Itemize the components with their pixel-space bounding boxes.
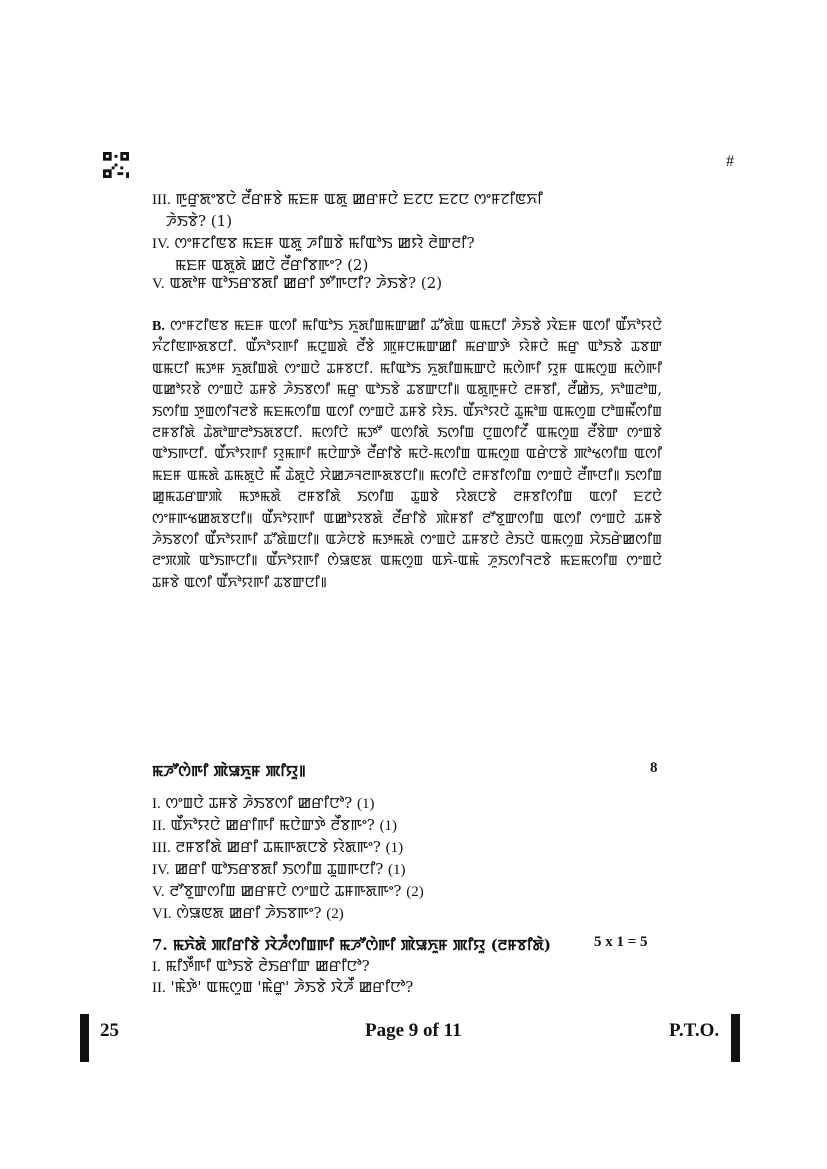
question-7-i: I. ꯃꯤꯇꯩꯒꯤ ꯑꯣꯏꯕꯥ ꯂꯥꯏꯔꯤꯛ ꯀꯔꯤꯅꯣ?: [152, 957, 370, 975]
question-7-marks: 5 x 1 = 5: [594, 934, 648, 950]
question-v: V. ꯑꯗꯣꯝ ꯑꯣꯏꯔꯕꯗꯤ ꯀꯔꯤ ꯇꯧꯒꯅꯤ? ꯍꯥꯏꯕꯥ? (2): [152, 274, 443, 292]
pto-label: P.T.O.: [669, 1020, 720, 1041]
footer-right-bar: [731, 1014, 740, 1062]
question-mid-i: I. ꯁꯦꯡꯅꯥ ꯊꯝꯕꯥ ꯍꯥꯏꯕꯁꯤ ꯀꯔꯤꯅꯣ? (1): [152, 794, 375, 812]
header-mark: #: [726, 153, 734, 170]
passage-label: B.: [152, 319, 165, 334]
question-mid-vi: VI. ꯁꯥꯎꯟꯗ ꯀꯔꯤ ꯍꯥꯏꯕꯒꯦ? (2): [152, 904, 344, 922]
page-number: Page 9 of 11: [365, 1020, 462, 1041]
question-mid-iii: III. ꯂꯝꯕꯤꯗꯥ ꯀꯔꯤ ꯊꯃꯒꯗꯅꯕꯥ ꯌꯥꯗꯒꯦ? (1): [152, 838, 404, 856]
question-iv-tail: ꯃꯐꯝ ꯑꯗꯨꯗꯥ ꯀꯅꯥ ꯂꯩꯔꯤꯕꯒꯦ? (2): [175, 256, 369, 274]
question-7-ii: II. 'ꯃꯥꯇꯥ' ꯑꯃꯁꯨꯡ 'ꯃꯥꯔꯨ' ꯍꯥꯏꯕꯥ ꯋꯥꯍꯩ ꯀꯔꯤꯅꯣ?: [152, 978, 414, 996]
question-mid-v: V. ꯂꯧꯕꯨꯛꯁꯤꯡ ꯀꯔꯝꯅꯥ ꯁꯦꯡꯅꯥ ꯊꯝꯒꯗꯒꯦ? (2): [152, 882, 424, 900]
passage-b: [152, 316, 662, 752]
footer-code: 25: [100, 1020, 119, 1041]
question-7-heading: 7. ꯃꯈꯥꯗꯥ ꯄꯤꯔꯤꯕꯥ ꯋꯥꯍꯪꯁꯤꯡꯒꯤ ꯃꯍꯧꯁꯥꯒꯤ ꯄꯥꯎꯈꯨꯝ ꯄꯤꯌꯨ (ꯂꯝꯕꯤꯗꯥ): [152, 936, 552, 954]
footer-left-bar: [80, 1014, 89, 1062]
section-marks: 8: [650, 760, 658, 776]
question-mid-iv: IV. ꯀꯔꯤ ꯑꯣꯏꯔꯕꯗꯤ ꯏꯁꯤꯡ ꯊꯨꯡꯒꯅꯤ? (1): [152, 860, 406, 878]
question-iii-tail: ꯍꯥꯏꯕꯥ? (1): [166, 212, 233, 230]
question-iv: IV. ꯁꯦꯝꯖꯤꯟꯕ ꯃꯐꯝ ꯑꯗꯨ ꯍꯤꯡꯕꯥ ꯃꯤꯑꯣꯏ ꯀꯌꯥ ꯂꯥꯛꯂꯤ?: [152, 234, 475, 252]
question-iii: III. ꯒꯨꯔꯨꯗꯦꯕꯅꯥ ꯂꯩꯔꯝꯕꯥ ꯃꯐꯝ ꯑꯗꯨ ꯀꯔꯝꯅꯥ ꯐꯖꯅ ꯐꯖꯅ ꯁꯦꯝꯖꯤꯟꯈꯤ: [152, 190, 543, 208]
section-heading: ꯃꯍꯧꯁꯥꯒꯤ ꯄꯥꯎꯈꯨꯝ ꯄꯤꯌꯨ꯫: [152, 762, 306, 780]
passage-text: ꯁꯦꯝꯖꯤꯟꯕ ꯃꯐꯝ ꯑꯁꯤ ꯃꯤꯑꯣꯏ ꯈꯨꯗꯤꯡꯃꯛꯀꯤ ꯊꯧꯗꯥꯡ ꯑꯃꯅꯤ ꯍꯥꯏꯕꯥ ꯋꯥꯐꯝ ꯑꯁꯤ ꯑꯩꯈꯣꯌꯅꯥ ꯈꯪꯖꯤꯟꯒꯗꯕꯅꯤ. ꯑꯩꯈꯣꯌꯒꯤ ꯃꯅꯨꯡꯗꯥ ꯂꯩꯕꯥ ꯄꯨꯝꯅꯃꯛꯀꯤ ꯃꯔꯛꯇꯥ ꯌꯥꯝꯅꯥ ꯃꯔꯨ ꯑꯣꯏꯕꯥ ꯊꯕꯛ ꯑꯃꯅꯤ ꯃꯇꯝ ꯈꯨꯗꯤꯡꯗꯥ ꯁꯦꯡꯅꯥ ꯊꯝꯕꯅꯤ. ꯃꯤꯑꯣꯏ ꯈꯨꯗꯤꯡꯃꯛꯅꯥ ꯃꯁꯥꯒꯤ ꯌꯨꯝ ꯑꯃꯁꯨꯡ ꯃꯁꯥꯒꯤ ꯑꯀꯣꯌꯕꯥ ꯁꯦꯡꯅꯥ ꯊꯝꯕꯥ ꯍꯥꯏꯕꯁꯤ ꯃꯔꯨ ꯑꯣꯏꯕꯥ ꯊꯕꯛꯅꯤ꯫ ꯑꯗꯨꯒꯨꯝꯅꯥ ꯂꯝꯕꯤ, ꯂꯩꯀꯥꯏ, ꯈꯣꯡꯂꯣꯡ, ꯏꯁꯤꯡ ꯇꯨꯡꯁꯤꯜꯂꯕꯥ ꯃꯐꯃꯁꯤꯡ ꯑꯁꯤ ꯁꯦꯡꯅꯥ ꯊꯝꯕꯥ ꯌꯥꯏ. ꯑꯩꯈꯣꯌꯅꯥ ꯊꯨꯃꯣꯡ ꯑꯃꯁꯨꯡ ꯅꯣꯡꯃꯩꯁꯤꯡ ꯂꯝꯕꯤꯗꯥ ꯊꯥꯗꯣꯛꯂꯣꯏꯗꯕꯅꯤ. ꯃꯁꯤꯅꯥ ꯃꯇꯧ ꯑꯁꯤꯗꯥ ꯏꯁꯤꯡ ꯅꯨꯡꯁꯤꯖꯩ ꯑꯃꯁꯨꯡ ꯂꯩꯕꯥꯛ ꯁꯦꯡꯕꯥ ꯑꯣꯏꯒꯅꯤ. ꯑꯩꯈꯣꯌꯒꯤ ꯌꯨꯃꯒꯤ ꯃꯅꯥꯛꯇꯥ ꯂꯩꯔꯤꯕꯥ ꯃꯅꯥ-ꯃꯁꯤꯡ ꯑꯃꯁꯨꯡ ꯑꯔꯥꯅꯕꯥ ꯄꯣꯠꯁꯤꯡ ꯑꯁꯤ ꯃꯐꯝ ꯑꯃꯗꯥ ꯊꯃꯗꯨꯅꯥ ꯃꯩ ꯊꯥꯗꯨꯅꯥ ꯆꯥꯀꯍꯜꯂꯒꯗꯕꯅꯤ꯫ ꯃꯁꯤꯅꯥ ꯂꯝꯕꯤꯁꯤꯡ ꯁꯦꯡꯅꯥ ꯂꯩꯒꯅꯤ꯫ ꯏꯁꯤꯡ ꯀꯨꯃꯊꯔꯛꯄꯥ ꯃꯇꯃꯗꯥ ꯂꯝꯕꯤꯗꯥ ꯏꯁꯤꯡ ꯊꯨꯡꯕꯥ ꯌꯥꯗꯅꯕꯥ ꯂꯝꯕꯤꯁꯤꯡ ꯑꯁꯤ ꯐꯖꯅꯥ ꯁꯦꯝꯒꯠꯀꯗꯕꯅꯤ꯫ ꯑꯩꯈꯣꯌꯒꯤ ꯑꯀꯣꯌꯕꯗꯥ ꯂꯩꯔꯤꯕꯥ ꯄꯥꯝꯕꯤ ꯂꯧꯕꯨꯛꯁꯤꯡ ꯑꯁꯤ ꯁꯦꯡꯅꯥ ꯊꯝꯕꯥ ꯍꯥꯏꯕꯁꯤ ꯑꯩꯈꯣꯌꯒꯤ ꯊꯧꯗꯥꯡꯅꯤ꯫ ꯑꯍꯥꯅꯕꯥ ꯃꯇꯃꯗꯥ ꯁꯦꯡꯅꯥ ꯊꯝꯕꯅꯥ ꯂꯥꯏꯅꯥ ꯑꯃꯁꯨꯡ ꯆꯥꯏꯔꯥꯀꯁꯤꯡ ꯂꯦꯞꯄꯥ ꯑꯣꯏꯒꯅꯤ꯫ ꯑꯩꯈꯣꯌꯒꯤ ꯁꯥꯎꯟꯗ ꯑꯃꯁꯨꯡ ꯑꯈꯥ-ꯑꯃꯥ ꯍꯨꯏꯁꯤꯜꯂꯕꯥ ꯃꯐꯃꯁꯤꯡ ꯁꯦꯡꯅꯥ ꯊꯝꯕꯥ ꯑꯁꯤ ꯑꯩꯈꯣꯌꯒꯤ ꯊꯕꯛꯅꯤ꯫: [152, 318, 662, 591]
question-mid-ii: II. ꯑꯩꯈꯣꯌꯅꯥ ꯀꯔꯤꯒꯤ ꯃꯅꯥꯛꯇꯥ ꯂꯩꯕꯒꯦ? (1): [152, 816, 398, 834]
qr-code-icon: [103, 152, 129, 178]
